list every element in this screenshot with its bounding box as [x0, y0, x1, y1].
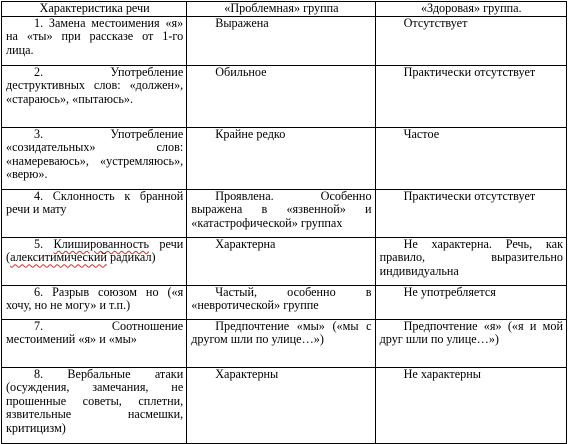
table-row [2, 66, 567, 128]
row-4-problem: Проявлена. Особенно выражена в «язвенной» и «катастрофической» группах [187, 190, 375, 238]
row-7-characteristic: 7. Соотношение местоимений «я» и «мы» [2, 320, 187, 368]
row-8-characteristic: 8. Вербальные атаки (осуждения, замечания, не прошенные советы, сплетни, язвительные насмешки, критицизм) [2, 368, 187, 444]
row-2-healthy: Практически отсутствует [375, 66, 566, 128]
row-6-healthy: Не употребляется [375, 286, 566, 320]
spellcheck-word: Клишированность [53, 237, 150, 251]
table-row [2, 17, 567, 66]
row-3-characteristic: 3. Употребление «созидательных» слов: «намереваюсь», «устремляюсь», «верю». [2, 128, 187, 190]
table-row [2, 190, 567, 238]
table-row [2, 368, 567, 444]
row-1-problem: Выражена [187, 17, 375, 66]
row-7-healthy: Предпочтение «я» («я и мой друг шли по улице…») [375, 320, 566, 368]
row-2-problem: Обильное [187, 66, 375, 128]
row-8-problem: Характерны [187, 368, 375, 444]
comparison-table [1, 1, 567, 444]
row-5-characteristic: 5. Клишированность речи (алекситимический радикал) [2, 238, 187, 286]
row-1-healthy: Отсутствует [375, 17, 566, 66]
header-characteristic: Характеристика речи [2, 2, 187, 17]
row-5-problem: Характерна [187, 238, 375, 286]
table-row [2, 320, 567, 368]
table-row [2, 286, 567, 320]
row-2-characteristic: 2. Употребление деструктивных слов: «должен», «стараюсь», «пытаюсь». [2, 66, 187, 128]
table-row [2, 238, 567, 286]
row-6-problem: Частый, особенно в «невротической» группе [187, 286, 375, 320]
header-healthy-group: «Здоровая» группа. [375, 2, 566, 17]
row-6-characteristic: 6. Разрыв союзом но («я хочу, но не могу» и т.п.) [2, 286, 187, 320]
row-4-characteristic: 4. Склонность к бранной речи и мату [2, 190, 187, 238]
header-problem-group: «Проблемная» группа [187, 2, 375, 17]
row-7-problem: Предпочтение «мы» («мы с другом шли по улице…») [187, 320, 375, 368]
row-8-healthy: Не характерны [375, 368, 566, 444]
row-5-healthy: Не характерна. Речь, как правило, выразительно индивидуальна [375, 238, 566, 286]
row-1-characteristic: 1. Замена местоимения «я» на «ты» при рассказе от 1-го лица. [2, 17, 187, 66]
header-row [2, 2, 567, 17]
table-row [2, 128, 567, 190]
row-3-problem: Крайне редко [187, 128, 375, 190]
spellcheck-word: алекситимический [10, 250, 107, 265]
row-4-healthy: Практически отсутствует [375, 190, 566, 238]
row-3-healthy: Частое [375, 128, 566, 190]
